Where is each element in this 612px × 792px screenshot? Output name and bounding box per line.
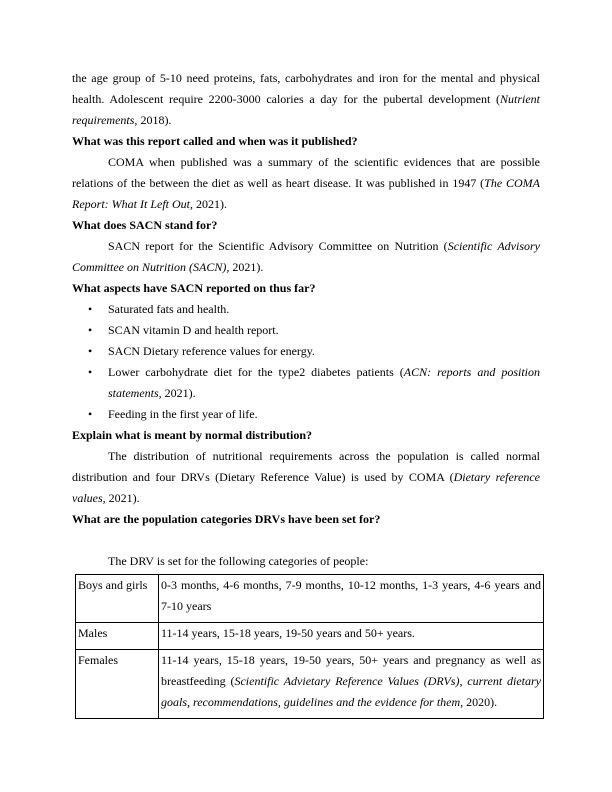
answer-paragraph: COMA when published was a summary of the scientific evidences that are possible relations of the between the diet as well as heart disease. It was published in 1947 (The COMA Report: What It Left Out, 2021). [72,155,540,211]
table-row [76,575,544,623]
citation: ACN: reports and position statements, [108,365,540,400]
table-row [76,623,544,650]
table-cell-category: Males [76,623,159,650]
table-intro: The DRV is set for the following categories of people: [108,554,369,568]
answer-paragraph: The distribution of nutritional requirements across the population is called normal distribution and four DRVs (Dietary Reference Value) is used by COMA (Dietary reference values, 2021). [72,449,540,505]
bullet-icon: • [88,344,93,358]
question-heading: Explain what is meant by normal distribution? [72,428,313,442]
table-cell-category: Boys and girls [76,575,159,623]
bullet-list [72,299,540,425]
question-heading: What aspects have SACN reported on thus far? [72,281,316,295]
citation: Nutrient requirements, [72,92,540,127]
list-item: • Lower carbohydrate diet for the type2 diabetes patients (ACN: reports and position statements, 2021). [72,362,540,404]
question-heading: What are the population categories DRVs have been set for? [72,512,381,526]
table-cell-values: 11-14 years, 15-18 years, 19-50 years and 50+ years. [159,623,544,650]
table-row [76,650,544,719]
bullet-icon: • [88,365,93,379]
bullet-icon: • [88,323,93,337]
list-item: • Feeding in the first year of life. [72,404,540,425]
question-heading: What does SACN stand for? [72,218,218,232]
question-heading: What was this report called and when was it published? [72,134,358,148]
citation: Dietary reference values, [72,470,540,505]
drv-categories-table [75,574,544,719]
citation: Scientific Advietary Reference Values (DRVs), current dietary goals, recommendations, guidelines and the evidence for them, [161,674,541,709]
intro-paragraph: the age group of 5-10 need proteins, fats, carbohydrates and iron for the mental and physical health. Adolescent require 2200-3000 calories a day for the pubertal development (Nutrient requirements, 2018). [72,71,540,127]
list-item: • Saturated fats and health. [72,299,540,320]
table-cell-values: 0-3 months, 4-6 months, 7-9 months, 10-12 months, 1-3 years, 4-6 years and 7-10 years [159,575,544,623]
answer-paragraph: SACN report for the Scientific Advisory Committee on Nutrition (Scientific Advisory Committee on Nutrition (SACN), 2021). [72,239,541,274]
document-page [72,68,540,719]
blank-line [72,530,540,551]
table-cell-category: Females [76,650,159,719]
bullet-icon: • [88,407,93,421]
citation: Scientific Advisory Committee on Nutrition (SACN), [72,239,541,274]
citation: The COMA Report: What It Left Out, [72,176,540,211]
bullet-icon: • [88,302,93,316]
list-item: • SCAN vitamin D and health report. [72,320,540,341]
table-cell-values: 11-14 years, 15-18 years, 19-50 years, 50+ years and pregnancy as well as breastfeeding (Scientific Advietary Reference Values (DRVs), current dietary goals, recommendations, guidelines and the evidence for them, 2020). [159,650,544,719]
list-item: • SACN Dietary reference values for energy. [72,341,540,362]
